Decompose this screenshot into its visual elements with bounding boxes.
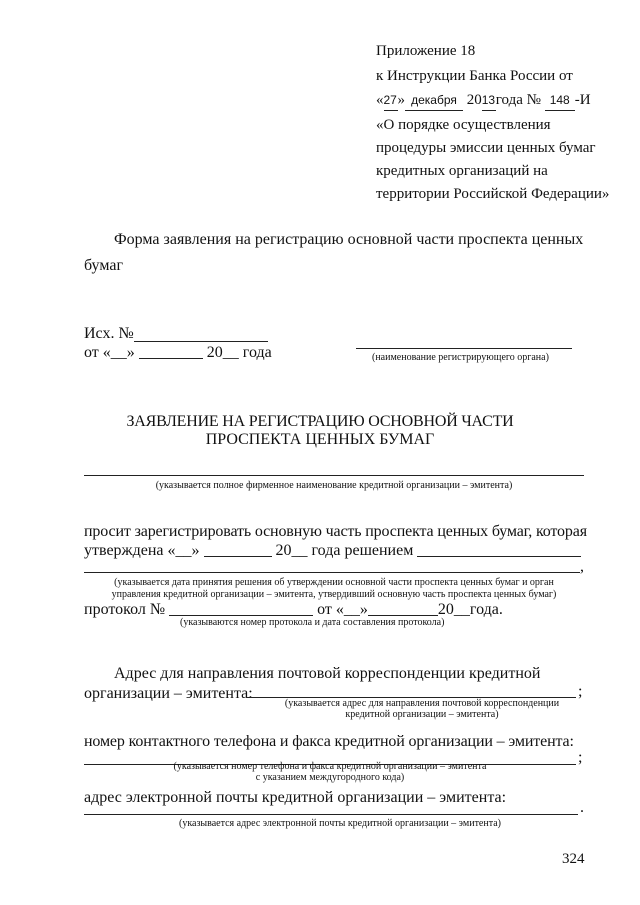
request-date-day: утверждена «__» (84, 542, 204, 559)
request-line1: просит зарегистрировать основную часть проспекта ценных бумаг, которая (84, 523, 587, 540)
phone-caption-line1: (указывается номер телефона и факса кредитной организации – эмитента (173, 761, 487, 772)
outgoing-number-field[interactable] (134, 341, 268, 342)
registrar-field[interactable] (356, 348, 572, 349)
outgoing-number-label: Исх. № (84, 325, 134, 342)
phone-caption-line2: с указанием междугородного кода) (255, 772, 405, 783)
address-line1: Адрес для направления почтовой корреспонденции кредитной (114, 665, 541, 682)
email-caption: (указывается адрес электронной почты кредитной организации – эмитента) (179, 818, 501, 829)
address-label: организации – эмитента: (84, 685, 253, 702)
request-line3-comma: , (580, 558, 584, 575)
protocol-number-field[interactable] (169, 601, 313, 616)
outgoing-date-year: 20__ года (202, 344, 272, 361)
registrar-caption: (наименование регистрирующего органа) (372, 352, 549, 363)
protocol-year: 20__года. (437, 601, 503, 618)
protocol-month-field[interactable] (368, 601, 438, 616)
annex-date-line (376, 91, 591, 111)
date-close-quote: » (397, 92, 405, 108)
outgoing-date (84, 343, 272, 363)
outgoing-date-month-field[interactable] (139, 344, 203, 359)
address-semicolon: ; (578, 683, 583, 700)
decision-caption-line2: управления кредитной организации – эмитента, утвердивший основную часть проспекта ценных бумаг) (111, 589, 557, 600)
request-date-month-field[interactable] (204, 542, 272, 557)
outgoing-date-day: от «__» (84, 344, 139, 361)
request-date-year: 20__ года решением (271, 542, 418, 559)
annex-title: Приложение 18 (376, 43, 476, 59)
date-day: 27 (384, 91, 398, 111)
protocol-caption: (указываются номер протокола и дата составления протокола) (180, 617, 445, 628)
decision-continuation-field[interactable] (84, 572, 580, 573)
instruction-number: 148 (545, 91, 575, 111)
annex-line6: территории Российской Федерации» (376, 186, 610, 202)
page-number: 324 (562, 851, 585, 867)
decision-caption-line1: (указывается дата принятия решения об утверждении основной части проспекта ценных бумаг и орган (114, 577, 554, 588)
statement-heading-line2: ПРОСПЕКТА ЦЕННЫХ БУМАГ (205, 431, 435, 448)
phone-line1: номер контактного телефона и факса кредитной организации – эмитента: (84, 733, 574, 750)
date-month: декабря (405, 91, 463, 111)
year-prefix: 20 (466, 92, 482, 108)
year-suffix: 13 (482, 91, 496, 111)
annex-line3: «О порядке осуществления (376, 117, 551, 133)
annex-line1: к Инструкции Банка России от (376, 68, 573, 84)
request-line2 (84, 541, 581, 561)
email-period: . (580, 799, 584, 816)
statement-heading-line1: ЗАЯВЛЕНИЕ НА РЕГИСТРАЦИЮ ОСНОВНОЙ ЧАСТИ (126, 413, 514, 430)
decision-body-field[interactable] (417, 542, 581, 557)
email-line1: адрес электронной почты кредитной организации – эмитента: (84, 789, 507, 806)
annex-line4: процедуры эмиссии ценных бумаг (376, 140, 596, 156)
date-open-quote: « (376, 92, 384, 108)
address-caption-line2: кредитной организации – эмитента) (345, 709, 499, 720)
form-title-line2: бумаг (84, 257, 123, 274)
protocol-label: протокол № (84, 601, 166, 618)
protocol-from: от «__» (317, 601, 368, 618)
year-word: года № (495, 92, 541, 108)
phone-semicolon: ; (578, 749, 583, 766)
form-title-line1: Форма заявления на регистрацию основной части проспекта ценных (114, 231, 584, 248)
email-field[interactable] (84, 814, 578, 815)
issuer-name-field[interactable] (84, 475, 584, 476)
issuer-caption: (указывается полное фирменное наименование кредитной организации – эмитента) (155, 480, 513, 491)
annex-line5: кредитных организаций на (376, 163, 548, 179)
number-suffix: -И (574, 92, 591, 108)
address-caption-line1: (указывается адрес для направления почтовой корреспонденции (284, 698, 560, 709)
